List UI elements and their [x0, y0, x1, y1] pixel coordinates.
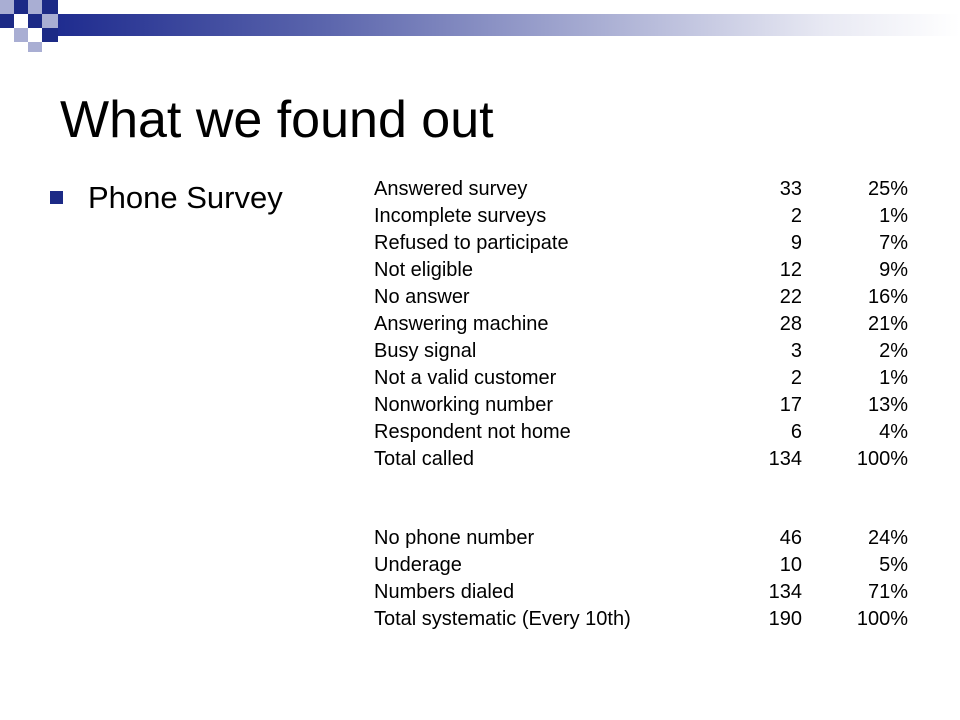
table-row: [374, 365, 914, 392]
row-percent: 2%: [879, 340, 908, 362]
slide-title: What we found out: [60, 91, 494, 149]
row-count: 9: [790, 232, 802, 254]
decor-square: [28, 0, 42, 14]
row-label: Incomplete surveys: [374, 205, 547, 227]
table-row: [374, 446, 914, 473]
row-count: 22: [779, 286, 802, 308]
row-percent: 1%: [879, 367, 908, 389]
row-count: 2: [790, 367, 802, 389]
table-row: [374, 203, 914, 230]
decor-square: [28, 42, 42, 52]
row-percent: 71%: [867, 581, 908, 603]
row-label: Total systematic (Every 10th): [374, 608, 631, 630]
row-percent: 5%: [879, 554, 908, 576]
sample-summary-table: [374, 525, 914, 633]
decor-square: [42, 0, 58, 14]
table-row: [374, 311, 914, 338]
row-label: No answer: [374, 286, 470, 308]
row-percent: 25%: [867, 178, 908, 200]
square-bullet-icon: [50, 191, 63, 204]
row-label: Numbers dialed: [374, 581, 515, 603]
row-percent: 4%: [879, 421, 908, 443]
row-count: 190: [768, 608, 802, 630]
row-percent: 16%: [867, 286, 908, 308]
row-percent: 13%: [867, 394, 908, 416]
row-label: Refused to participate: [374, 232, 569, 254]
row-label: Not a valid customer: [374, 367, 557, 389]
row-label: Busy signal: [374, 340, 477, 362]
row-count: 33: [779, 178, 802, 200]
header-gradient-band: [58, 14, 960, 36]
decor-square: [28, 14, 42, 28]
row-count: 17: [779, 394, 802, 416]
table-row: [374, 176, 914, 203]
decor-square: [42, 28, 58, 42]
row-percent: 21%: [867, 313, 908, 335]
row-count: 6: [790, 421, 802, 443]
row-count: 134: [768, 581, 802, 603]
row-percent: 100%: [856, 608, 908, 630]
header-decoration: [0, 0, 960, 60]
bullet-text: Phone Survey: [88, 180, 283, 215]
row-count: 134: [768, 448, 802, 470]
call-outcomes-table: [374, 176, 914, 473]
decor-square: [0, 0, 14, 14]
row-count: 3: [790, 340, 802, 362]
table-row: [374, 525, 914, 552]
row-count: 10: [779, 554, 802, 576]
decor-square: [14, 0, 28, 14]
row-label: No phone number: [374, 527, 535, 549]
row-label: Answering machine: [374, 313, 549, 335]
row-label: Total called: [374, 448, 475, 470]
table-row: [374, 284, 914, 311]
row-percent: 9%: [879, 259, 908, 281]
decor-square: [28, 28, 42, 42]
decor-square: [42, 14, 58, 28]
row-count: 2: [790, 205, 802, 227]
row-count: 46: [779, 527, 802, 549]
row-label: Nonworking number: [374, 394, 553, 416]
row-label: Not eligible: [374, 259, 473, 281]
row-count: 12: [779, 259, 802, 281]
row-label: Underage: [374, 554, 462, 576]
row-percent: 100%: [856, 448, 908, 470]
row-percent: 24%: [867, 527, 908, 549]
row-percent: 7%: [879, 232, 908, 254]
table-row: [374, 606, 914, 633]
table-row: [374, 338, 914, 365]
row-label: Answered survey: [374, 178, 528, 200]
decor-square: [14, 14, 28, 28]
table-row: [374, 579, 914, 606]
table-row: [374, 257, 914, 284]
row-percent: 1%: [879, 205, 908, 227]
table-row: [374, 230, 914, 257]
decor-square: [14, 28, 28, 42]
table-row: [374, 419, 914, 446]
table-row: [374, 552, 914, 579]
row-label: Respondent not home: [374, 421, 571, 443]
table-row: [374, 392, 914, 419]
row-count: 28: [779, 313, 802, 335]
decor-square: [0, 14, 14, 28]
